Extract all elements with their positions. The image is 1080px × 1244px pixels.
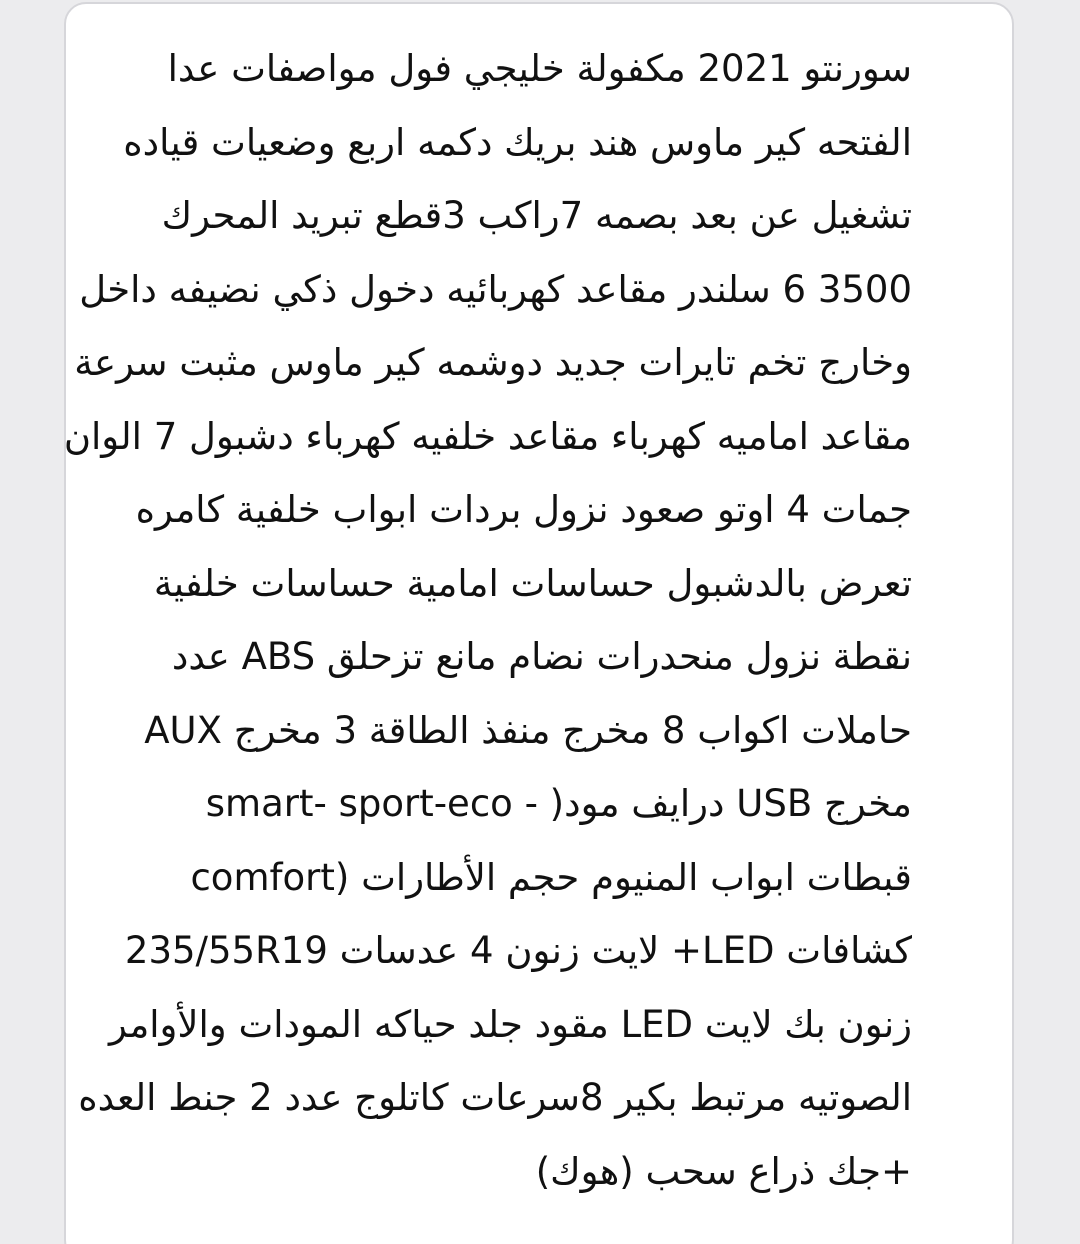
note-line: تعرض بالدشبول حساسات امامية حساسات خلفية (153, 561, 912, 605)
note-line: مقاعد اماميه كهرباء مقاعد خلفيه كهرباء دشبول 7 الوان (63, 414, 912, 458)
note-line: 3500 6 سلندر مقاعد كهربائيه دخول ذكي نضيفه داخل (79, 267, 912, 311)
note-line: مخرج USB درايف مود( - smart- sport-eco (205, 782, 912, 825)
note-line: تشغيل عن بعد بصمه 7راكب 3قطع تبريد المحرك (161, 194, 912, 237)
note-line: نقطة نزول منحدرات نضام مانع تزحلق ABS عدد (171, 635, 912, 678)
note-line: سورنتو 2021 مكفولة خليجي فول مواصفات عدا (167, 47, 912, 90)
note-line: 235/55R19 لايت زنون 4 عدسات +LED كشافات (124, 929, 912, 972)
note-line: وخارج تخم تايرات جديد دوشمه كير ماوس مثبت سرعة (74, 341, 912, 384)
note-line: حاملات اكواب 8 مخرج منفذ الطاقة 3 مخرج AUX (144, 708, 912, 752)
note-line: زنون بك لايت LED مقود جلد حياكه المودات والأوامر (109, 1002, 912, 1046)
note-line: جمات 4 اوتو صعود نزول بردات ابواب خلفية كامره (135, 488, 912, 531)
note-line: الصوتيه مرتبط بكير 8سرعات كاتلوج عدد 2 جنط العده (78, 1076, 912, 1119)
note-line: الفتحه كير ماوس هند بريك دكمه اربع وضعيات قياده (123, 120, 912, 164)
note-text[interactable] (12, 32, 912, 1208)
note-card (64, 2, 1014, 1244)
note-line: comfort) قبطات ابواب المنيوم حجم الأطارات (190, 855, 912, 899)
note-line: +جك ذراع سحب (هوك) (535, 1149, 912, 1193)
